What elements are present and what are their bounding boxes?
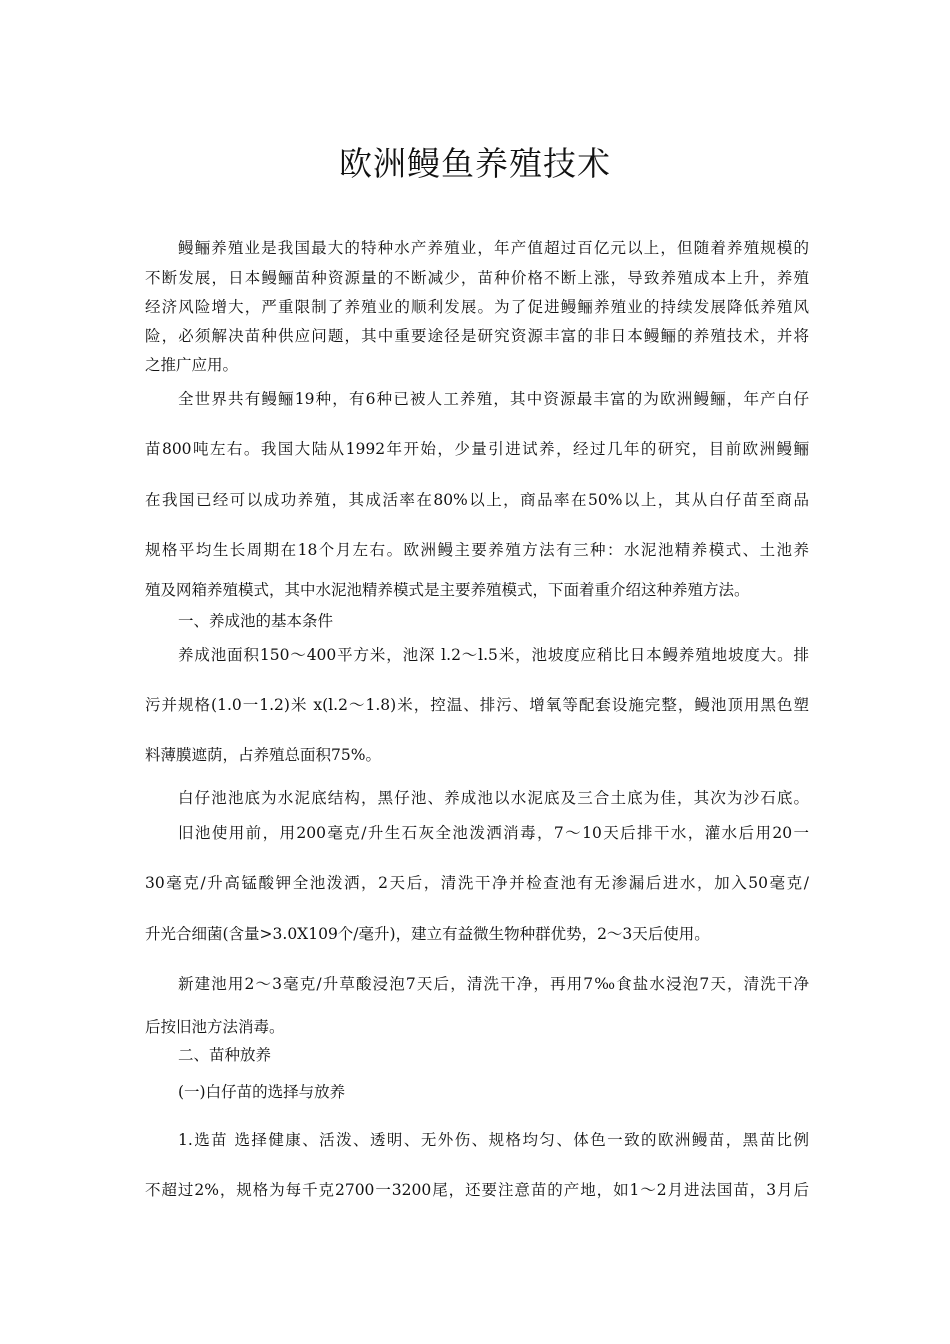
paragraph-line: 在我国已经可以成功养殖，其成活率在80%以上，商品率在50%以上，其从白仔苗至商品 bbox=[145, 491, 809, 509]
paragraph-line: 规格平均生长周期在18个月左右。欧洲鳗主要养殖方法有三种：水泥池精养模式、土池养 bbox=[145, 541, 809, 559]
paragraph-line: 殖及网箱养殖模式，其中水泥池精养模式是主要养殖模式，下面着重介绍这种养殖方法。 bbox=[145, 581, 750, 599]
paragraph-line: 1.选苗 选择健康、活泼、透明、无外伤、规格均匀、体色一致的欧洲鳗苗，黑苗比例 bbox=[178, 1131, 809, 1149]
section-heading: 二、苗种放养 bbox=[178, 1046, 272, 1064]
paragraph-line: 养成池面积150～400平方米，池深 l.2～l.5米，池坡度应稍比日本鳗养殖地坡度大。排 bbox=[178, 646, 809, 664]
paragraph-line: 30毫克/升高锰酸钾全池泼洒，2天后，清洗干净并检查池有无渗漏后进水，加入50毫克/ bbox=[145, 874, 809, 892]
section-heading: 一、养成池的基本条件 bbox=[178, 612, 334, 630]
paragraph-line: 污并规格(1.0一1.2)米 x(l.2～1.8)米，控温、排污、增氧等配套设施完整，鳗池顶用黑色塑 bbox=[145, 696, 809, 714]
paragraph-line: 升光合细菌(含量>3.0X109个/毫升)，建立有益微生物种群优势，2～3天后使用。 bbox=[145, 925, 710, 943]
paragraph-line: 险，必须解决苗种供应问题，其中重要途径是研究资源丰富的非日本鳗鲡的养殖技术，并将 bbox=[145, 327, 809, 345]
document-title: 欧洲鳗鱼养殖技术 bbox=[339, 144, 611, 183]
paragraph-line: 不断发展，日本鳗鲡苗种资源量的不断减少，苗种价格不断上涨，导致养殖成本上升，养殖 bbox=[145, 269, 809, 287]
subsection-heading: (一)白仔苗的选择与放养 bbox=[178, 1083, 346, 1101]
paragraph-line: 不超过2%，规格为每千克2700一3200尾，还要注意苗的产地，如1～2月进法国苗，3月后 bbox=[145, 1181, 809, 1199]
paragraph-line: 之推广应用。 bbox=[145, 356, 239, 374]
paragraph-line: 白仔池池底为水泥底结构，黑仔池、养成池以水泥底及三合土底为佳，其次为沙石底。 bbox=[178, 789, 809, 807]
paragraph-line: 旧池使用前，用200毫克/升生石灰全池泼洒消毒，7～10天后排干水，灌水后用20一 bbox=[178, 824, 809, 842]
paragraph-line: 苗800吨左右。我国大陆从1992年开始，少量引进试养，经过几年的研究，目前欧洲鳗鲡 bbox=[145, 440, 809, 458]
paragraph-line: 料薄膜遮荫，占养殖总面积75%。 bbox=[145, 746, 381, 764]
paragraph-line: 经济风险增大，严重限制了养殖业的顺利发展。为了促进鳗鲡养殖业的持续发展降低养殖风 bbox=[145, 298, 809, 316]
paragraph-line: 后按旧池方法消毒。 bbox=[145, 1018, 285, 1036]
paragraph-line: 新建池用2～3毫克/升草酸浸泡7天后，清洗干净，再用7‰食盐水浸泡7天，清洗干净 bbox=[178, 975, 809, 993]
paragraph-line: 全世界共有鳗鲡19种，有6种已被人工养殖，其中资源最丰富的为欧洲鳗鲡，年产白仔 bbox=[178, 390, 809, 408]
paragraph-line: 鳗鲡养殖业是我国最大的特种水产养殖业，年产值超过百亿元以上，但随着养殖规模的 bbox=[178, 239, 809, 257]
